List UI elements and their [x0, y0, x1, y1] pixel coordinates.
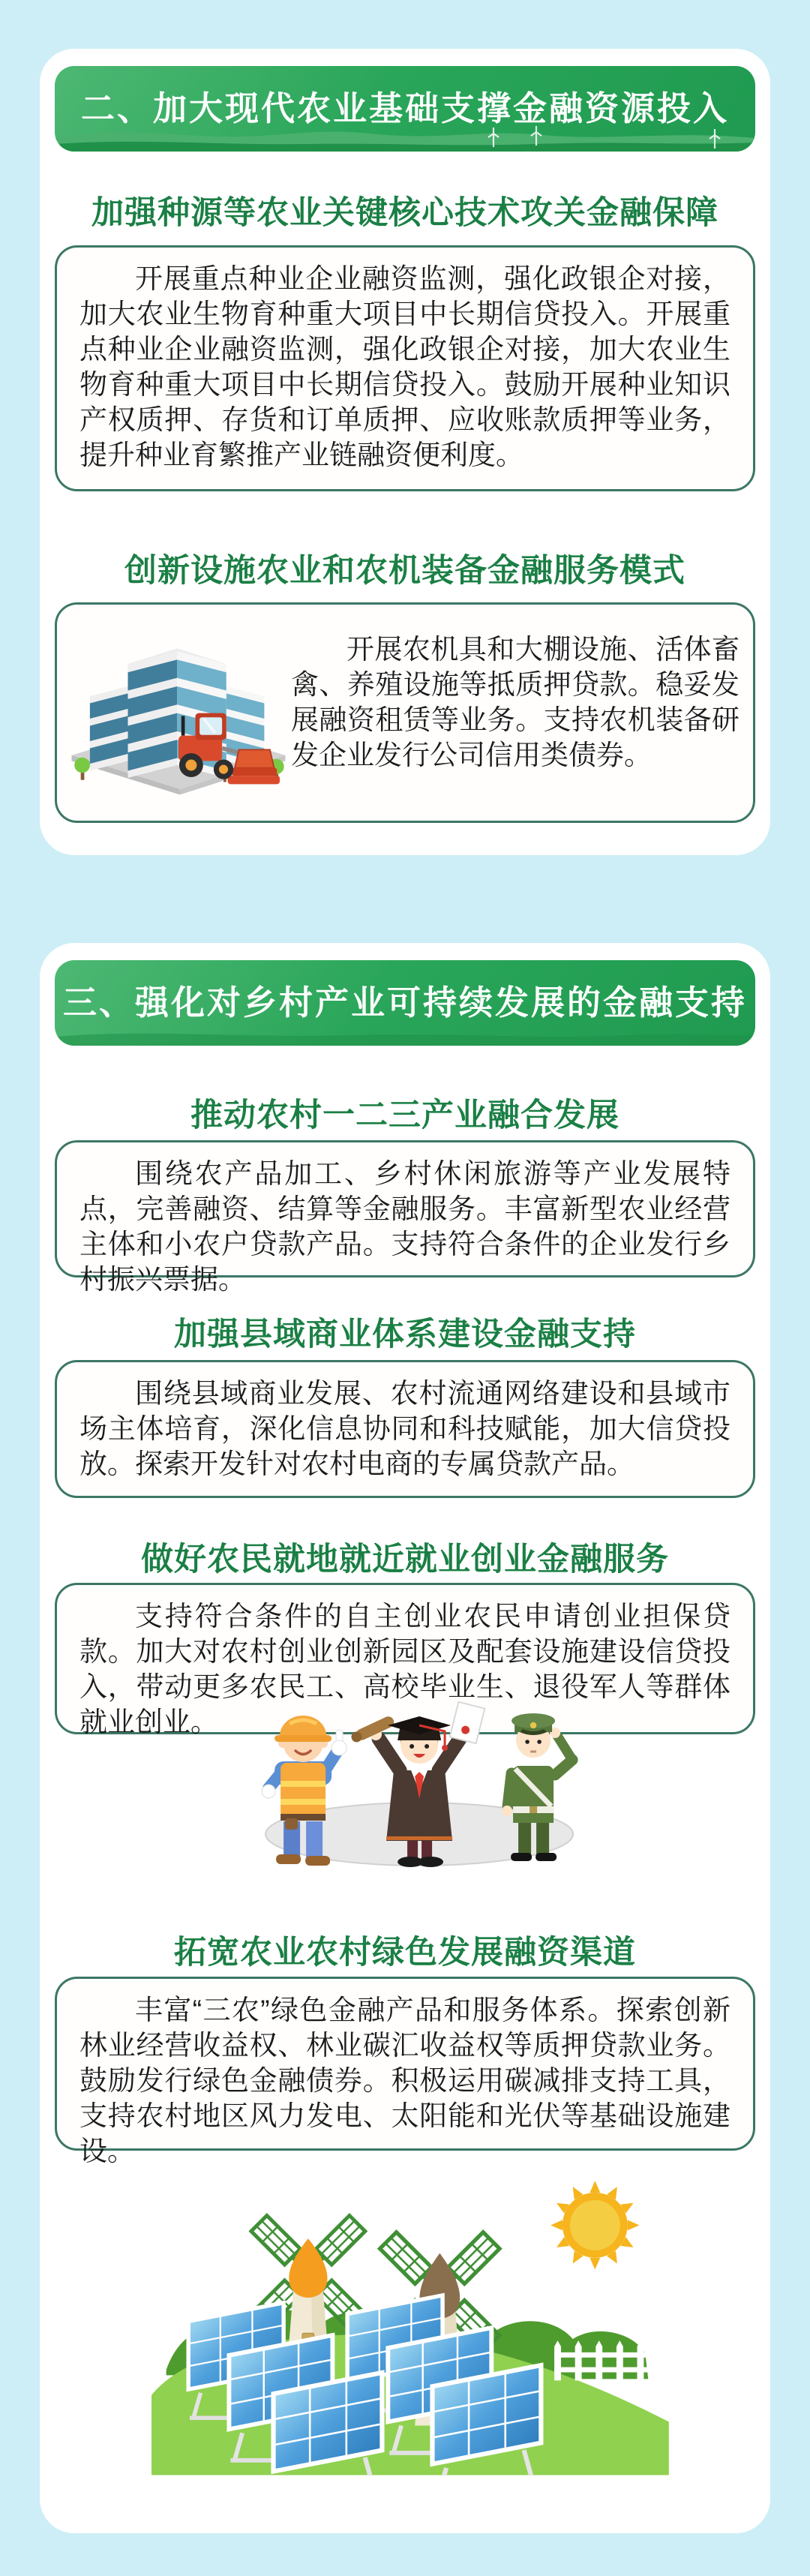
green-energy-illustration	[152, 2164, 669, 2475]
green-development-textbox	[55, 1977, 755, 2166]
sun-icon	[550, 2181, 639, 2269]
section-3-card	[40, 943, 770, 2533]
subtitle-employment-services: 做好农民就地就近就业创业金融服务	[141, 1542, 669, 1578]
subtitle-industry-integration: 推动农村一二三产业融合发展	[190, 1097, 620, 1133]
industry-integration-textbox	[55, 1140, 755, 1295]
employment-services-text: 支持符合条件的自主创业农民申请创业担保贷款。加大对农村创业创新园区及配套设施建设信贷投入，带动更多农民工、高校毕业生、退役军人等群体就业创业。	[80, 1601, 730, 1737]
seed-technology-text: 开展重点种业企业融资监测，强化政银企对接，加大农业生物育种重大项目中长期信贷投入。开展重点种业企业融资监测，强化政银企对接，加大农业生物育种重大项目中长期信贷投入。鼓励开展种业知识产权质押、存货和订单质押、应收账款质押等业务，提升种业育繁推产业链融资便利度。	[80, 263, 730, 470]
county-commerce-textbox	[55, 1360, 755, 1498]
section-3-banner-title: 三、强化对乡村产业可持续发展的金融支持	[62, 983, 747, 1022]
green-development-text: 丰富“三农”绿色金融产品和服务体系。探索创新林业经营收益权、林业碳汇收益权等质押贷款业务。鼓励发行绿色金融债券。积极运用碳减排支持工具，支持农村地区风力发电、太阳能和光伏等基础设施建设。	[80, 1995, 730, 2166]
section-2-card	[40, 49, 770, 855]
seed-technology-textbox	[55, 245, 755, 491]
section-2-banner	[55, 66, 755, 152]
facility-agriculture-textbox	[55, 602, 755, 823]
subtitle-green-development-finance: 拓宽农业农村绿色发展融资渠道	[174, 1935, 636, 1971]
building-left-wing	[90, 686, 128, 771]
certificate-icon	[450, 1702, 485, 1743]
subtitle-county-commerce: 加强县域商业体系建设金融支持	[174, 1317, 636, 1353]
county-commerce-text: 围绕县域商业发展、农村流通网络建设和县域市场主体培育，深化信息协同和科技赋能，加大信贷投放。探索开发针对农村电商的专属贷款产品。	[80, 1378, 730, 1479]
industry-integration-text: 围绕农产品加工、乡村休闲旅游等产业发展特点，完善融资、结算等金融服务。丰富新型农业经营主体和小农户贷款产品。支持符合条件的企业发行乡村振兴票据。	[80, 1158, 730, 1295]
section-3-banner	[55, 960, 755, 1046]
subtitle-facility-agriculture-finance: 创新设施农业和农机装备金融服务模式	[124, 553, 686, 589]
workers-illustration	[239, 1682, 592, 1869]
subtitle-seed-technology-finance: 加强种源等农业关键核心技术攻关金融保障	[92, 195, 718, 231]
building-tractor-illustration	[66, 615, 291, 803]
facility-agriculture-text: 开展农机具和大棚设施、活体畜禽、养殖设施等抵质押贷款。稳妥发展融资租赁等业务。支持农机装备研发企业发行公司信用类债券。	[291, 634, 740, 770]
section-2-banner-title: 二、加大现代农业基础支撑金融资源投入	[80, 89, 729, 128]
